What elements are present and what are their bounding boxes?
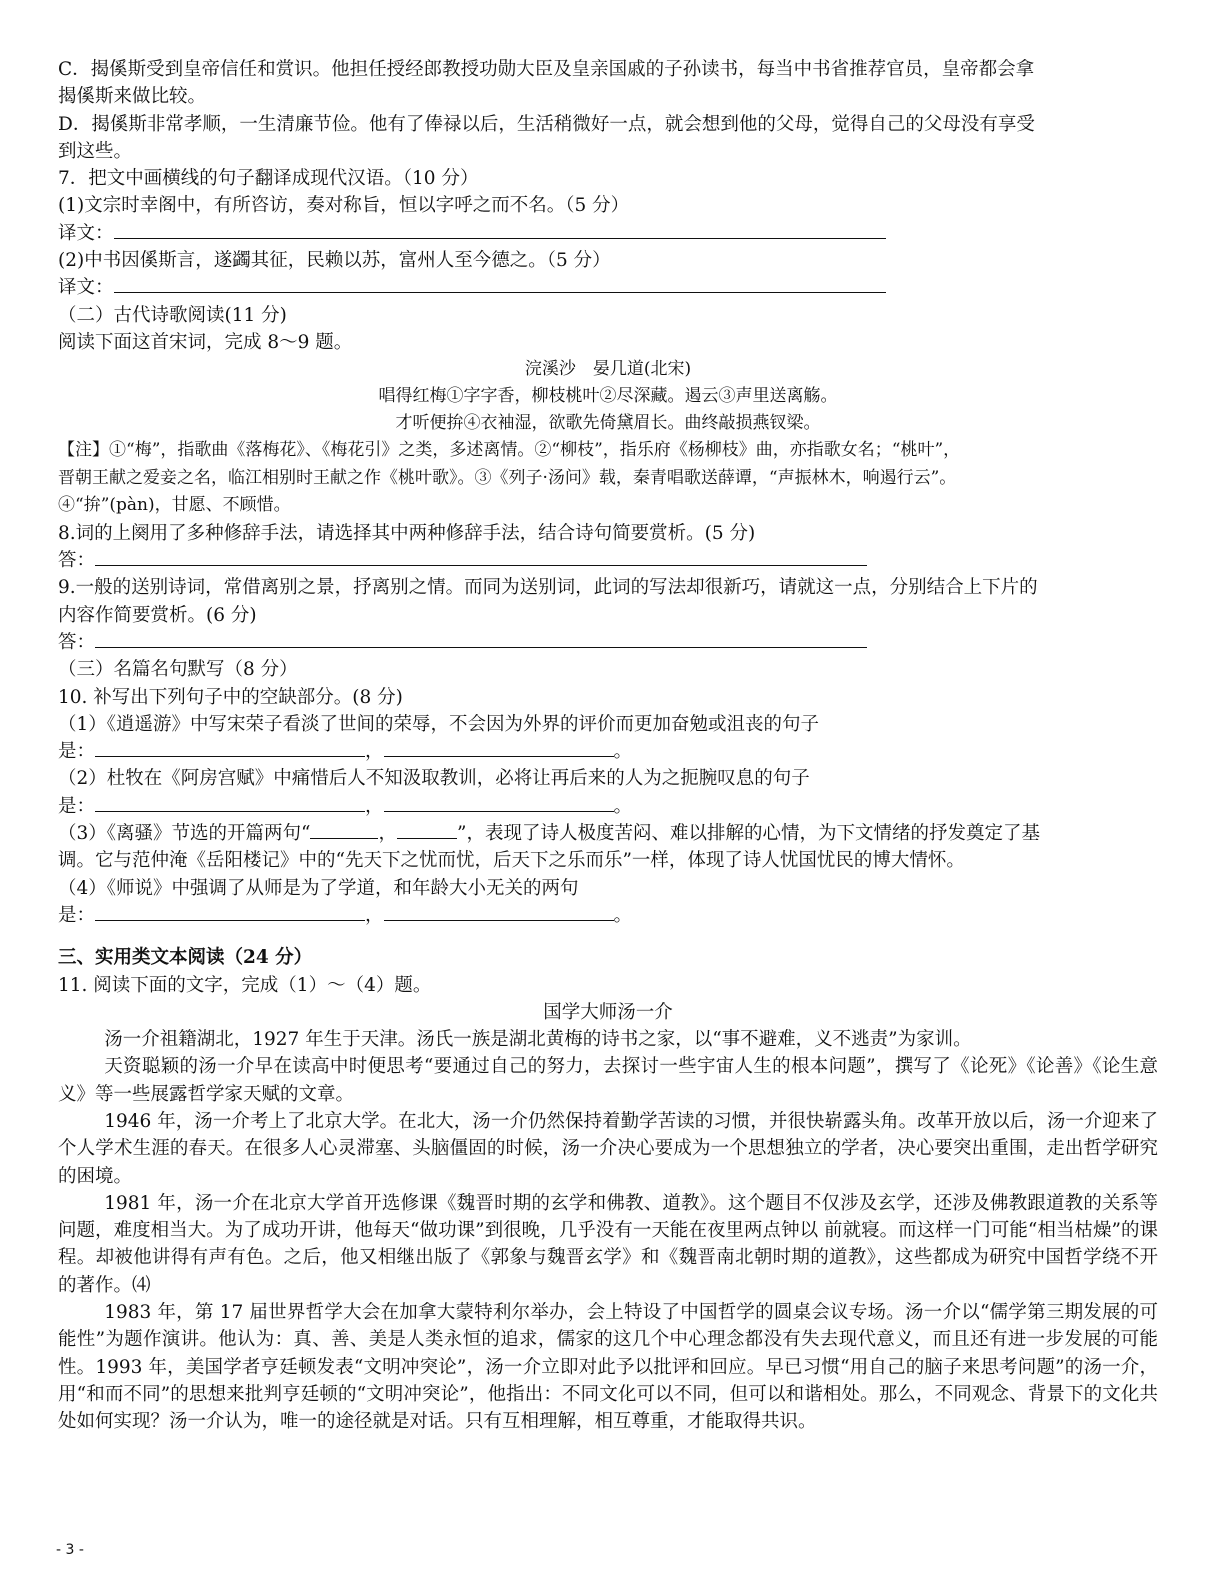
- q10-part3-line2: 调。它与范仲淹《岳阳楼记》中的“先天下之忧而忧，后天下之乐而乐”一样，体现了诗人忧国忧民的博大情怀。: [58, 850, 965, 872]
- poem-note-1: 【注】①“梅”，指歌曲《落梅花》、《梅花引》之类，多述离情。②“柳枝”，指乐府《杨柳枝》曲，亦指歌女名；“桃叶”，: [58, 440, 961, 461]
- comma: ，: [365, 741, 384, 763]
- q10-part1: （1）《逍遥游》中写宋荣子看淡了世间的荣辱，不会因为外界的评价而更加奋勉或沮丧的句子: [58, 713, 820, 735]
- q10-2-blank-b[interactable]: [384, 794, 614, 812]
- q6-option-c-line1: C．揭傒斯受到皇帝信任和赏识。他担任授经郎教授功勋大臣及皇亲国戚的子孙读书，每当中书省推荐官员，皇帝都会拿: [58, 59, 1035, 80]
- poem-note-2: 晋朝王献之爱妾之名，临江相别时王献之作《桃叶歌》。③《列子·汤问》载，秦青唱歌送薛谭，“声振林木，响遏行云”。: [58, 467, 957, 488]
- q10-3-blank-a[interactable]: [310, 821, 378, 839]
- poem-line-2: 才听便拚④衣袖湿，欲歌先倚黛眉长。曲终敲损燕钗梁。: [395, 413, 821, 434]
- q7-sentence-1: (1)文宗时幸阁中，有所咨访，奏对称旨，恒以字呼之而不名。（5 分）: [58, 195, 630, 217]
- article-paragraph-5: 1983 年，第 17 届世界哲学大会在加拿大蒙特利尔举办，会上特设了中国哲学的圆桌会议专场。汤一介以“儒学第三期发展的可能性”为题作演讲。他认为：真、善、美是人类永恒的追求，儒家的这几个中心理念都没有失去现代意义，而且还有进一步发展的可能性。1993 年，美国学者亨廷顿发表“文明冲突论”，汤一介立即对此予以批评和回应。早已习惯“用自己的脑子来思考问题”的汤一介，用“和而不同”的思想来批判亨廷顿的“文明冲突论”，他指出：不同文化可以不同，但可以和谐相处。那么，不同观念、背景下的文化共处如何实现？汤一介认为，唯一的途径就是对话。只有互相理解，相互尊重，才能取得共识。: [58, 1302, 1158, 1433]
- q7-stem: 7．把文中画横线的句子翻译成现代汉语。（10 分）: [58, 168, 479, 190]
- part3-heading: 三、实用类文本阅读（24 分）: [58, 947, 313, 969]
- translation-blank-1[interactable]: [114, 221, 886, 239]
- translation-label: 译文：: [58, 222, 114, 244]
- translation-label: 译文：: [58, 277, 114, 299]
- comma: ，: [378, 823, 397, 845]
- answer-label: 答：: [58, 550, 96, 572]
- q10-part2-answer: [58, 793, 1158, 820]
- q8-stem: 8.词的上阕用了多种修辞手法，请选择其中两种修辞手法，结合诗句简要赏析。(5 分): [58, 522, 756, 544]
- q9-stem-line1: 9.一般的送别诗词，常借离别之景，抒离别之情。而同为送别词，此词的写法却很新巧，请就这一点，分别结合上下片的: [58, 577, 1038, 599]
- exam-page: [58, 56, 1158, 1436]
- q10-3-text-a: （3）《离骚》节选的开篇两句“: [58, 823, 311, 845]
- article-paragraph-4: 1981 年，汤一介在北京大学首开选修课《魏晋时期的玄学和佛教、道教》。这个题目不仅涉及玄学，还涉及佛教跟道教的关系等问题，难度相当大。为了成功开讲，他每天“做功课”到很晚，几乎没有一天能在夜里两点钟以 前就寝。而这样一门可能“相当枯燥”的课程。却被他讲得有声有色。之后，他又相继出版了《郭象与魏晋玄学》和《魏晋南北朝时期的道教》，这些都成为研究中国哲学绕不开的著作。⑷: [58, 1192, 1158, 1296]
- q11-stem: 11. 阅读下面的文字，完成（1）～（4）题。: [58, 974, 432, 996]
- q10-3-blank-b[interactable]: [397, 821, 457, 839]
- q7-sentence-2: (2)中书因傒斯言，遂蠲其征，民赖以苏，富州人至今德之。（5 分）: [58, 250, 611, 272]
- comma: ，: [365, 795, 384, 817]
- q6-option-c-line2: 揭傒斯来做比较。: [58, 86, 207, 108]
- is-label: 是：: [58, 904, 96, 926]
- q10-part4-answer: [58, 902, 1158, 929]
- q10-stem: 10. 补写出下列句子中的空缺部分。(8 分): [58, 686, 403, 708]
- q10-1-blank-a[interactable]: [95, 739, 365, 757]
- period: 。: [613, 795, 633, 817]
- q8-answer-blank[interactable]: [95, 548, 867, 566]
- q10-4-blank-b[interactable]: [384, 903, 614, 921]
- poem-note-3: ④“拚”(pàn)，甘愿、不顾惜。: [58, 495, 291, 516]
- poem-line-1: 唱得红梅①字字香，柳枝桃叶②尽深藏。遏云③声里送离觞。: [378, 386, 838, 407]
- q6-option-d-line2: 到这些。: [58, 140, 133, 162]
- answer-label: 答：: [58, 631, 96, 653]
- q10-3-text-b: ”，表现了诗人极度苦闷、难以排解的心情，为下文情绪的抒发奠定了基: [457, 823, 1040, 845]
- section-poetry-heading: （二）古代诗歌阅读(11 分): [58, 304, 287, 326]
- comma: ，: [365, 904, 384, 926]
- article-paragraph-3: 1946 年，汤一介考上了北京大学。在北大，汤一介仍然保持着勤学苦读的习惯，并很快崭露头角。改革开放以后，汤一介迎来了个人学术生涯的春天。在很多人心灵滞塞、头脑僵固的时候，汤一介决心要成为一个思想独立的学者，决心要突出重围，走出哲学研究的困境。: [58, 1111, 1158, 1187]
- q7-answer-row-1: [58, 220, 1158, 247]
- q9-stem-line2: 内容作简要赏析。(6 分): [58, 604, 257, 626]
- q10-part1-answer: [58, 738, 1158, 765]
- page-number: - 3 -: [56, 1542, 84, 1558]
- q9-answer-row: [58, 629, 1158, 656]
- article-paragraph-2: 天资聪颖的汤一介早在读高中时便思考“要通过自己的努力，去探讨一些宇宙人生的根本问题”，撰写了《论死》《论善》《论生意义》等一些展露哲学家天赋的文章。: [58, 1056, 1158, 1105]
- period: 。: [613, 904, 633, 926]
- q8-answer-row: [58, 547, 1158, 574]
- poetry-intro: 阅读下面这首宋词，完成 8～9 题。: [58, 331, 353, 353]
- poem-title: 浣溪沙 晏几道(北宋): [524, 359, 692, 380]
- is-label: 是：: [58, 795, 96, 817]
- article-paragraph-1: 汤一介祖籍湖北，1927 年生于天津。汤氏一族是湖北黄梅的诗书之家，以“事不避难，义不逃责”为家训。: [104, 1029, 972, 1051]
- q10-1-blank-b[interactable]: [384, 739, 614, 757]
- q9-answer-blank[interactable]: [95, 630, 867, 648]
- period: 。: [613, 741, 633, 763]
- q6-option-d-line1: D．揭傒斯非常孝顺，一生清廉节俭。他有了俸禄以后，生活稍微好一点，就会想到他的父母，觉得自己的父母没有享受: [58, 113, 1035, 135]
- q10-part3-line1: [58, 820, 1158, 847]
- q10-4-blank-a[interactable]: [95, 903, 365, 921]
- article-title: 国学大师汤一介: [543, 1001, 673, 1023]
- is-label: 是：: [58, 741, 96, 763]
- q7-answer-row-2: [58, 274, 1158, 301]
- q10-part2: （2）杜牧在《阿房宫赋》中痛惜后人不知汲取教训，必将让再后来的人为之扼腕叹息的句子: [58, 768, 810, 790]
- section-recitation-heading: （三）名篇名句默写（8 分）: [58, 659, 298, 681]
- translation-blank-2[interactable]: [114, 275, 886, 293]
- q10-2-blank-a[interactable]: [95, 794, 365, 812]
- q10-part4: （4）《师说》中强调了从师是为了学道，和年龄大小无关的两句: [58, 877, 579, 899]
